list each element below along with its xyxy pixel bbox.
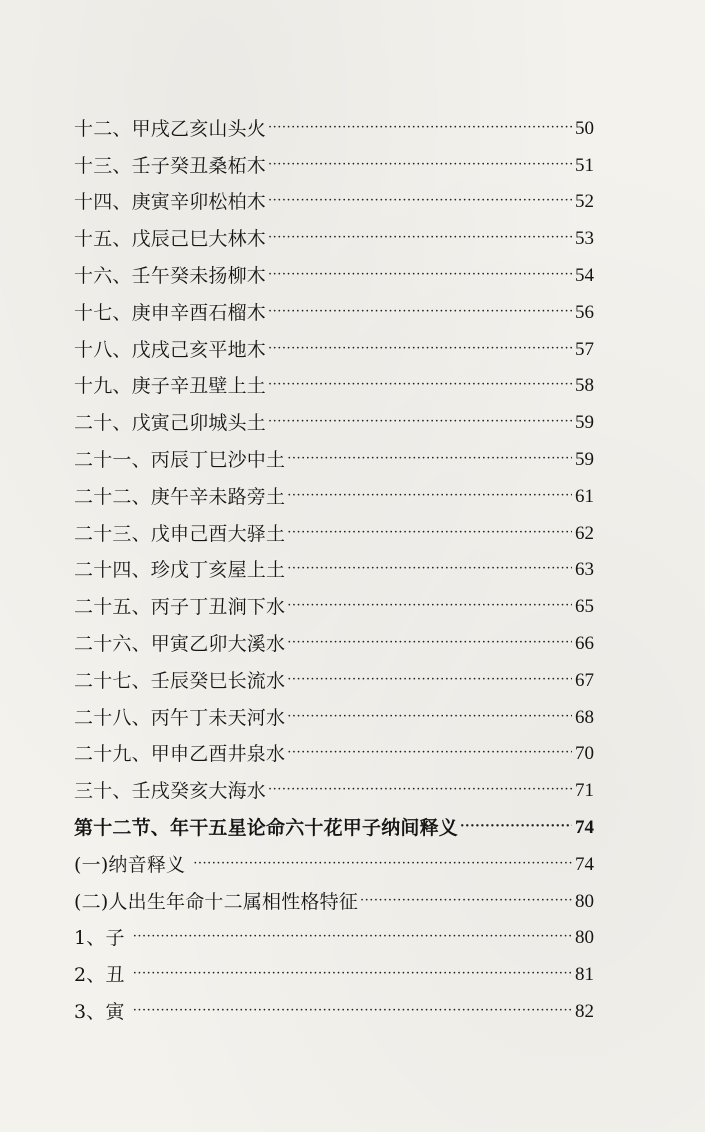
toc-entry <box>74 730 594 767</box>
toc-entry-title: 二十四、珍戊丁亥屋上土 <box>74 559 286 582</box>
toc-entry-page: 80 <box>575 890 594 912</box>
toc-entry <box>74 251 594 288</box>
toc-dot-leader <box>191 854 572 874</box>
toc-entry-page: 66 <box>575 632 594 654</box>
toc-entry <box>74 362 594 399</box>
toc-entry <box>74 178 594 215</box>
toc-entry-page: 63 <box>575 559 594 581</box>
toc-entry-title: 二十六、甲寅乙卯大溪水 <box>74 632 286 655</box>
toc-entry <box>74 435 594 472</box>
toc-entry-title: 二十八、丙午丁未天河水 <box>74 706 286 729</box>
toc-entry-page: 71 <box>575 780 594 802</box>
toc-entry <box>74 950 594 987</box>
toc-entry-title: 三十、壬戌癸亥大海水 <box>74 780 267 803</box>
toc-entry-title: 十八、戊戌己亥平地木 <box>74 338 267 361</box>
toc-entry-title: 第十二节、年干五星论命六十花甲子纳间释义 <box>74 816 459 839</box>
toc-entry <box>74 582 594 619</box>
toc-entry <box>74 214 594 251</box>
toc-dot-leader <box>358 891 572 911</box>
table-of-contents <box>74 104 594 1024</box>
toc-dot-leader <box>285 449 572 469</box>
toc-entry <box>74 693 594 730</box>
toc-entry-page: 70 <box>575 743 594 765</box>
toc-entry-title: 二十一、丙辰丁巳沙中土 <box>74 448 286 471</box>
toc-entry-page: 59 <box>575 412 594 434</box>
toc-dot-leader <box>285 523 572 543</box>
toc-entry-title: 二十七、壬辰癸巳长流水 <box>74 669 286 692</box>
toc-entry-page: 82 <box>575 1000 594 1022</box>
toc-entry-page: 61 <box>575 485 594 507</box>
toc-entry-title: 十五、戊辰己巳大林木 <box>74 228 267 251</box>
toc-entry-page: 81 <box>575 964 594 986</box>
toc-entry <box>74 656 594 693</box>
toc-dot-leader <box>285 743 572 763</box>
toc-entry-page: 74 <box>575 853 594 875</box>
toc-dot-leader <box>266 191 572 211</box>
toc-dot-leader <box>266 339 572 359</box>
toc-entry-page: 50 <box>575 117 594 139</box>
toc-entry-title: (二)人出生年命十二属相性格特征 <box>74 890 359 913</box>
toc-dot-leader <box>285 559 572 579</box>
toc-entry-title: 十四、庚寅辛卯松柏木 <box>74 191 267 214</box>
toc-dot-leader <box>266 412 572 432</box>
toc-entry <box>74 472 594 509</box>
toc-entry-page: 56 <box>575 301 594 323</box>
toc-entry-page: 80 <box>575 927 594 949</box>
toc-entry-page: 62 <box>575 522 594 544</box>
toc-entry-title: 十二、甲戌乙亥山头火 <box>74 117 267 140</box>
toc-section-heading <box>74 803 594 840</box>
toc-dot-leader <box>266 302 572 322</box>
toc-dot-leader <box>458 817 572 837</box>
toc-entry <box>74 877 594 914</box>
toc-entry <box>74 141 594 178</box>
toc-entry <box>74 619 594 656</box>
toc-entry-title: 十六、壬午癸未扬柳木 <box>74 264 267 287</box>
toc-entry-page: 51 <box>575 154 594 176</box>
toc-entry <box>74 546 594 583</box>
toc-entry <box>74 840 594 877</box>
toc-entry-page: 74 <box>575 816 594 838</box>
toc-entry-page: 67 <box>575 669 594 691</box>
toc-dot-leader <box>266 780 572 800</box>
toc-entry-title: 3、寅 <box>74 1000 125 1023</box>
toc-entry-title: 二十二、庚午辛未路旁土 <box>74 485 286 508</box>
toc-entry-title: 二十三、戊申己酉大驿土 <box>74 522 286 545</box>
toc-dot-leader <box>285 707 572 727</box>
toc-dot-leader <box>266 228 572 248</box>
toc-dot-leader <box>266 155 572 175</box>
toc-entry-page: 54 <box>575 264 594 286</box>
toc-entry-title: 二十、戊寅己卯城头土 <box>74 412 267 435</box>
toc-entry <box>74 104 594 141</box>
toc-entry-title: (一)纳音释义 <box>74 853 186 876</box>
toc-dot-leader <box>131 1001 572 1021</box>
toc-entry <box>74 914 594 951</box>
toc-entry-title: 二十九、甲申乙酉井泉水 <box>74 743 286 766</box>
toc-entry <box>74 987 594 1024</box>
toc-entry-title: 二十五、丙子丁丑涧下水 <box>74 596 286 619</box>
toc-entry-page: 53 <box>575 228 594 250</box>
toc-dot-leader <box>266 118 572 138</box>
toc-entry-title: 十三、壬子癸丑桑柘木 <box>74 154 267 177</box>
toc-entry <box>74 325 594 362</box>
toc-dot-leader <box>266 375 572 395</box>
toc-entry-title: 1、子 <box>74 927 125 950</box>
toc-entry-page: 52 <box>575 191 594 213</box>
toc-entry-page: 58 <box>575 375 594 397</box>
toc-dot-leader <box>131 927 572 947</box>
toc-dot-leader <box>285 596 572 616</box>
toc-dot-leader <box>131 964 572 984</box>
toc-entry-page: 59 <box>575 448 594 470</box>
toc-entry-title: 十九、庚子辛丑壁上土 <box>74 375 267 398</box>
toc-dot-leader <box>266 265 572 285</box>
toc-dot-leader <box>285 670 572 690</box>
toc-entry-title: 2、丑 <box>74 964 125 987</box>
toc-dot-leader <box>285 486 572 506</box>
toc-entry <box>74 398 594 435</box>
toc-entry-page: 57 <box>575 338 594 360</box>
toc-dot-leader <box>285 633 572 653</box>
toc-entry-page: 65 <box>575 596 594 618</box>
toc-entry <box>74 509 594 546</box>
toc-entry-title: 十七、庚申辛酉石榴木 <box>74 301 267 324</box>
toc-entry <box>74 766 594 803</box>
toc-entry <box>74 288 594 325</box>
toc-entry-page: 68 <box>575 706 594 728</box>
